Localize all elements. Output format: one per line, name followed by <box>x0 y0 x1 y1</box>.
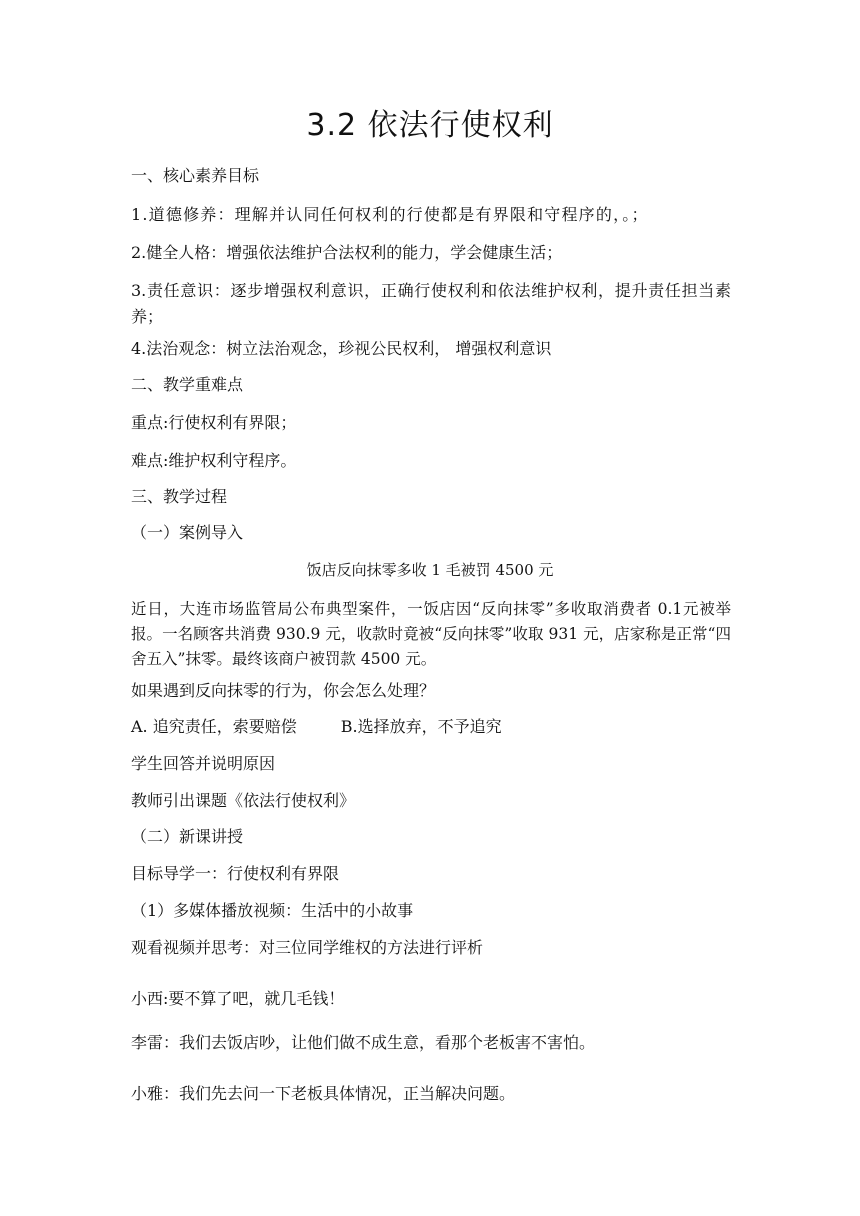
option-a: A. 追究责任，索要赔偿 <box>131 717 297 736</box>
watch-and-think: 观看视频并思考：对三位同学维权的方法进行评析 <box>131 938 484 957</box>
option-b: B.选择放弃，不予追究 <box>340 717 502 736</box>
question: 如果遇到反向抹零的行为，你会怎么处理？ <box>131 681 436 700</box>
difficult-point: 难点:维护权利守程序。 <box>131 451 297 470</box>
target-one: 目标导学一：行使权利有界限 <box>131 864 340 883</box>
goal-personality: 2.健全人格：增强依法维护合法权利的能力，学会健康生活； <box>131 243 563 262</box>
case-title: 饭店反向抹零多收 1 毛被罚 4500 元 <box>306 561 554 579</box>
answer-options <box>131 716 731 738</box>
part-heading-case: （一）案例导入 <box>131 523 244 542</box>
section-heading-goals: 一、核心素养目标 <box>131 166 260 185</box>
document-title: 3.2 依法行使权利 <box>306 108 554 143</box>
teacher-intro: 教师引出课题《依法行使权利》 <box>131 791 356 810</box>
dialogue-lilei: 李雷：我们去饭店吵，让他们做不成生意，看那个老板害不害怕。 <box>131 1033 596 1052</box>
dialogue-xiaoxi: 小西:要不算了吧，就几毛钱！ <box>131 989 345 1008</box>
goal-moral: 1.道德修养：理解并认同任何权利的行使都是有界限和守程序的，。； <box>131 205 649 224</box>
section-heading-key-points: 二、教学重难点 <box>131 375 244 394</box>
case-text: 近日，大连市场监管局公布典型案件，一饭店因“反向抹零”多收取消费者 0.1元被举报。一名顾客共消费 930.9 元，收款时竟被“反向抹零”收取 931 元，店家称是正常“四舍五入”抹零。最终该商户被罚款 4500 元。 <box>131 600 731 668</box>
goal-law: 4.法治观念：树立法治观念，珍视公民权利， 增强权利意识 <box>131 339 552 358</box>
part-heading-new-lesson: （二）新课讲授 <box>131 827 244 846</box>
dialogue-xiaoya: 小雅：我们先去问一下老板具体情况，正当解决问题。 <box>131 1084 516 1103</box>
goal-responsibility: 3.责任意识：逐步增强权利意识，正确行使权利和依法维护权利，提升责任担当素养； <box>131 281 731 326</box>
activity-video: （1）多媒体播放视频：生活中的小故事 <box>131 901 414 920</box>
section-heading-process: 三、教学过程 <box>131 487 228 506</box>
key-point: 重点:行使权利有界限； <box>131 413 297 432</box>
student-answer: 学生回答并说明原因 <box>131 754 276 773</box>
